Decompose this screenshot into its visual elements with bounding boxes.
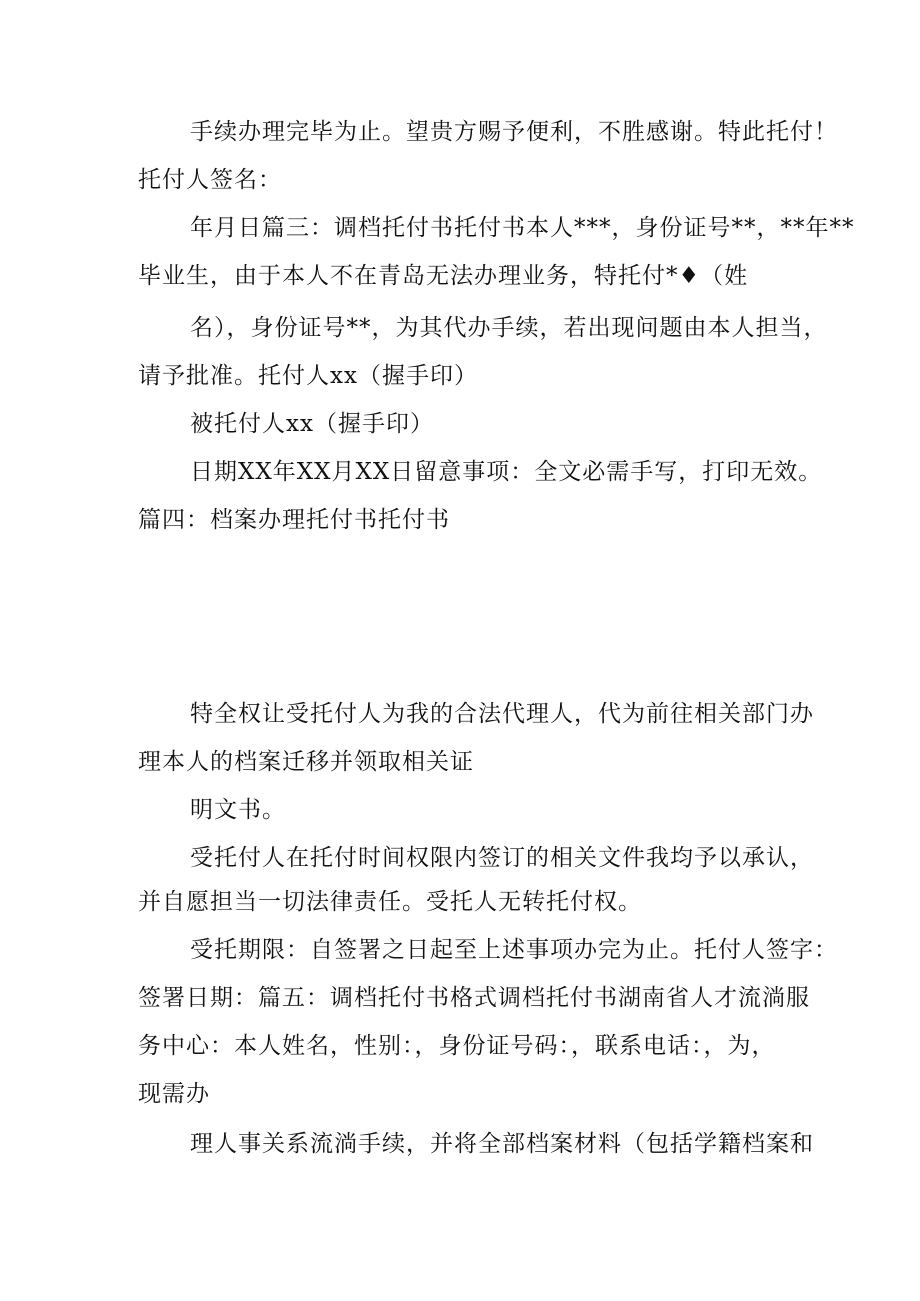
text-line: 并自愿担当一切法律责任。受托人无转托付权。 [138, 889, 642, 915]
text-line: 毕业生，由于本人不在青岛无法办理业务，特托付*♦（姓 [138, 263, 749, 289]
text-line: 受托付人在托付时间权限内签订的相关文件我均予以承认， [190, 845, 814, 871]
text-line: 务中心：本人姓名，性别：，身份证号码：，联系电话：，为， [138, 1033, 776, 1059]
text-line: 手续办理完毕为止。望贵方赐予便利，不胜感谢。特此托付！ [190, 119, 838, 145]
text-line: 请予批准。托付人xx（握手印） [138, 363, 478, 389]
text-line: 特全权让受托付人为我的合法代理人，代为前往相关部门办 [190, 701, 814, 727]
text-line: 名），身份证号**，为其代办手续，若出现问题由本人担当， [190, 315, 828, 341]
text-line: 被托付人xx（握手印） [190, 411, 434, 437]
text-line: 理本人的档案迁移并领取相关证 [138, 749, 474, 775]
text-line: 签署日期：篇五：调档托付书格式调档托付书湖南省人才流淌服 [138, 985, 810, 1011]
text-line: 托付人签名： [138, 167, 282, 193]
text-line: 理人事关系流淌手续，并将全部档案材料（包括学籍档案和 [190, 1131, 814, 1157]
section-heading: 篇四：档案办理托付书托付书 [138, 507, 450, 533]
text-line: 明文书。 [190, 797, 286, 823]
text-line: 日期XX年XX月XX日留意事项：全文必需手写，打印无效。 [190, 459, 823, 485]
text-line: 受托期限：自签署之日起至上述事项办完为止。托付人签字： [190, 937, 838, 963]
text-line: 现需办 [138, 1081, 210, 1107]
text-line: 年月日篇三：调档托付书托付书本人***，身份证号**，**年** [190, 215, 855, 241]
